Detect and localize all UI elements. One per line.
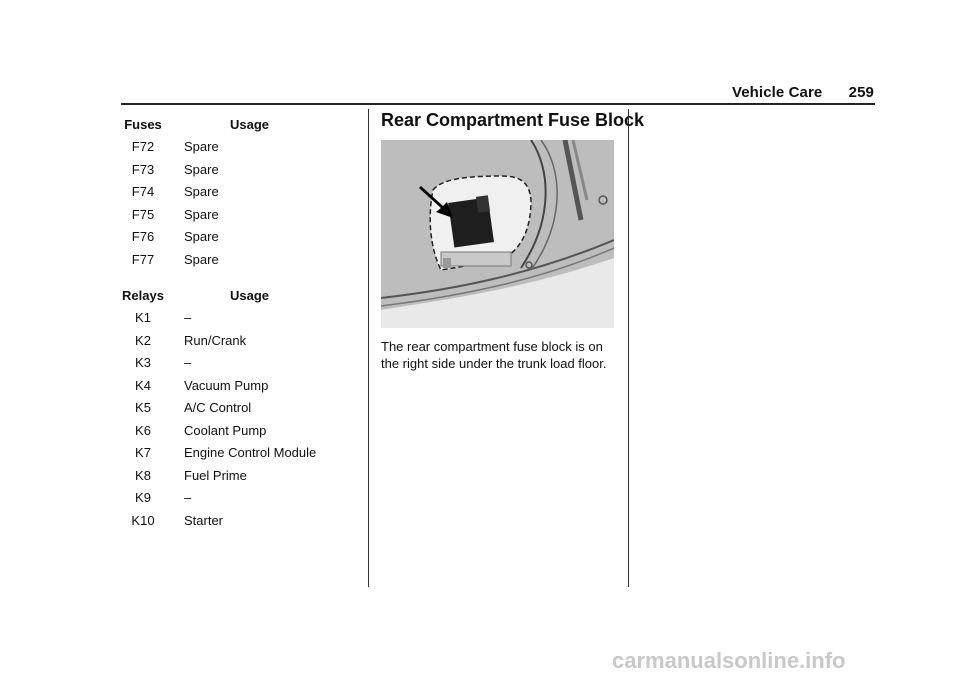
usage-col-header: Usage [230, 116, 270, 132]
page-number: 259 [848, 84, 874, 101]
table-row [118, 397, 410, 420]
table-row [118, 158, 410, 181]
relay-id: K4 [135, 377, 151, 393]
relay-usage: Starter [184, 512, 224, 528]
fuse-id: F72 [131, 139, 155, 155]
table-row [118, 136, 410, 159]
fuses-col-header: Fuses [124, 116, 162, 132]
fuse-usage: Spare [184, 251, 219, 267]
relay-usage: Vacuum Pump [184, 377, 269, 393]
fuse-usage: Spare [184, 161, 219, 177]
table-row [118, 226, 410, 249]
table-row [118, 181, 410, 204]
table-row [118, 248, 410, 271]
watermark: carmanualsonline.info [612, 648, 846, 673]
table-row [118, 329, 410, 352]
table-row [118, 487, 410, 510]
relays-table [118, 284, 410, 532]
table-row [118, 419, 410, 442]
section-title: Rear Compartment Fuse Block [381, 110, 645, 130]
relay-id: K10 [131, 512, 155, 528]
fuse-usage: Spare [184, 229, 219, 245]
fuse-id: F73 [131, 161, 155, 177]
relay-usage: Engine Control Module [184, 445, 317, 461]
fuse-id: F76 [131, 229, 155, 245]
relay-usage: Fuel Prime [184, 467, 247, 483]
fuse-id: F75 [131, 206, 155, 222]
table-row [118, 307, 410, 330]
usage-col-header: Usage [230, 287, 270, 303]
trunk-fuse-block-illustration [381, 140, 614, 328]
relay-usage: – [184, 490, 192, 506]
relay-id: K5 [135, 400, 151, 416]
relay-usage: – [184, 355, 192, 371]
relay-id: K1 [135, 310, 151, 326]
section-body-text: The rear compartment fuse block is on the right side under the trunk load floor. [381, 339, 607, 371]
relay-id: K8 [135, 467, 151, 483]
table-row [118, 464, 410, 487]
fuse-id: F77 [131, 251, 155, 267]
column-divider [628, 109, 629, 587]
fuses-table [118, 113, 410, 271]
relay-id: K2 [135, 332, 151, 348]
relay-id: K7 [135, 445, 151, 461]
relay-id: K3 [135, 355, 151, 371]
relay-id: K9 [135, 490, 151, 506]
fuse-usage: Spare [184, 206, 219, 222]
relay-usage: Coolant Pump [184, 422, 267, 438]
header-rule [121, 103, 875, 105]
table-row [118, 352, 410, 375]
relays-col-header: Relays [122, 287, 164, 303]
relay-id: K6 [135, 422, 151, 438]
table-row [118, 509, 410, 532]
fuse-usage: Spare [184, 184, 219, 200]
header-section-title: Vehicle Care [731, 84, 823, 101]
table-row [118, 374, 410, 397]
relay-usage: Run/Crank [184, 332, 247, 348]
table-row [118, 203, 410, 226]
page-header [732, 84, 874, 101]
relay-usage: A/C Control [184, 400, 252, 416]
relay-usage: – [184, 310, 192, 326]
fuse-id: F74 [131, 184, 155, 200]
fuse-usage: Spare [184, 139, 219, 155]
table-row [118, 442, 410, 465]
